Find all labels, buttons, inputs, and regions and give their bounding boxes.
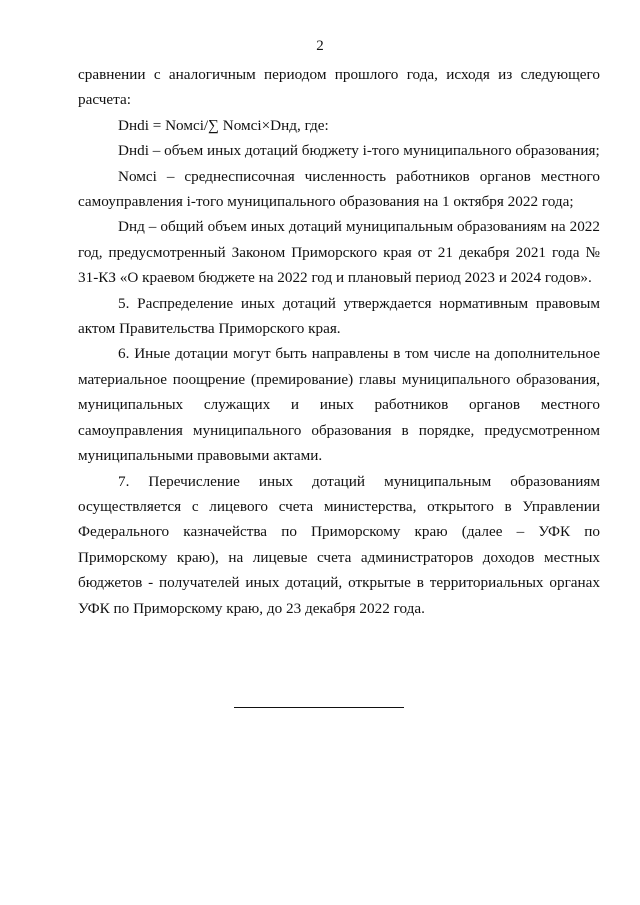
page-number: 2 xyxy=(316,38,324,54)
paragraph-item-7: 7. Перечисление иных дотаций муниципальным образованиям осуществляется с лицевого счета министерства, открытого в Управлении Федерального казначейства по Приморскому краю (далее – УФК по Приморскому краю), на лицевые счета администраторов доходов местных бюджетов - получателей иных дотаций, открытые в территориальных органах УФК по Приморскому краю, до 23 декабря 2022 года. xyxy=(78,472,600,617)
definition-dnd: Dнд – общий объем иных дотаций муниципальным образованиям на 2022 год, предусмотренный Законом Приморского края от 21 декабря 2021 года № 31-КЗ «О краевом бюджете на 2022 год и плановый период 2023 и 2024 годов». xyxy=(78,218,600,287)
definition-nomsi: Nомсi – среднесписочная численность работников органов местного самоуправления i-того муниципального образования на 1 октября 2022 года; xyxy=(78,167,600,211)
paragraph-continuation: сравнении с аналогичным периодом прошлого года, исходя из следующего расчета: xyxy=(78,66,600,109)
paragraph-item-5: 5. Распределение иных дотаций утверждается нормативным правовым актом Правительства Приморского края. xyxy=(78,294,600,338)
definition-dndi: Dнdi – объем иных дотаций бюджету i-того муниципального образования; xyxy=(118,142,600,160)
paragraph-item-6: 6. Иные дотации могут быть направлены в том числе на дополнительное материальное поощрение (премирование) главы муниципального образования, муниципальных служащих и иных работников органов местного самоуправления муниципального образования в порядке, предусмотренном муниципальными правовыми актами. xyxy=(78,345,600,465)
end-divider-line xyxy=(234,707,404,708)
formula-line: Dнdi = Nомсi/∑ Nомсi×Dнд, где: xyxy=(118,116,329,134)
document-body xyxy=(78,62,600,621)
